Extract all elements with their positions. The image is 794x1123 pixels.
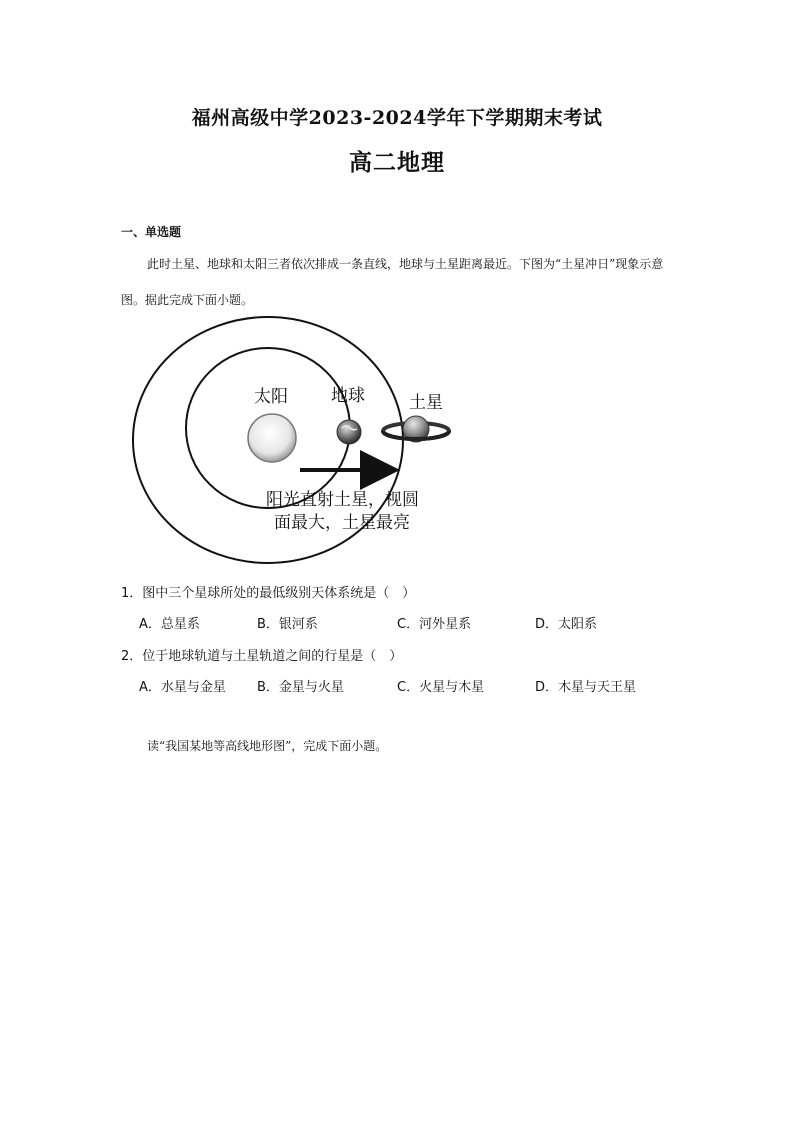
saturn-opposition-diagram (130, 310, 460, 574)
saturn-icon (383, 416, 449, 442)
exam-subject: 高二地理 (349, 149, 445, 176)
caption-line-1: 阳光直射土星，视圆 (266, 490, 419, 510)
question-2-option-c[interactable]: C．火星与木星 (397, 680, 485, 695)
exam-title: 福州高级中学2023-2024学年下学期期末考试 (191, 107, 603, 129)
passage-contour-intro: 读“我国某地等高线地形图”，完成下面小题。 (147, 739, 388, 753)
sun-label: 太阳 (254, 387, 288, 407)
sun-icon (248, 414, 296, 462)
question-1-option-d[interactable]: D．太阳系 (535, 617, 598, 632)
question-2-option-b[interactable]: B．金星与火星 (257, 680, 344, 695)
question-1-option-b[interactable]: B．银河系 (257, 617, 318, 632)
question-1-option-a[interactable]: A．总星系 (139, 617, 200, 632)
question-2-option-d[interactable]: D．木星与天王星 (535, 680, 637, 695)
earth-label: 地球 (331, 386, 365, 406)
caption-line-2: 面最大，土星最亮 (274, 513, 410, 533)
question-2-stem: 2．位于地球轨道与土星轨道之间的行星是（ ） (121, 649, 403, 664)
section-heading: 一、单选题 (121, 225, 182, 239)
question-2-option-a[interactable]: A．水星与金星 (139, 680, 226, 695)
question-1-option-c[interactable]: C．河外星系 (397, 617, 472, 632)
earth-icon (337, 420, 361, 444)
passage-intro: 此时土星、地球和太阳三者依次排成一条直线，地球与土星距离最近。下图为“土星冲日”现象示意图。据此完成下面小题。 (121, 257, 664, 307)
question-1-stem: 1．图中三个星球所处的最低级别天体系统是（ ） (121, 586, 416, 601)
saturn-label: 土星 (409, 393, 443, 413)
diagram-svg (130, 310, 460, 570)
